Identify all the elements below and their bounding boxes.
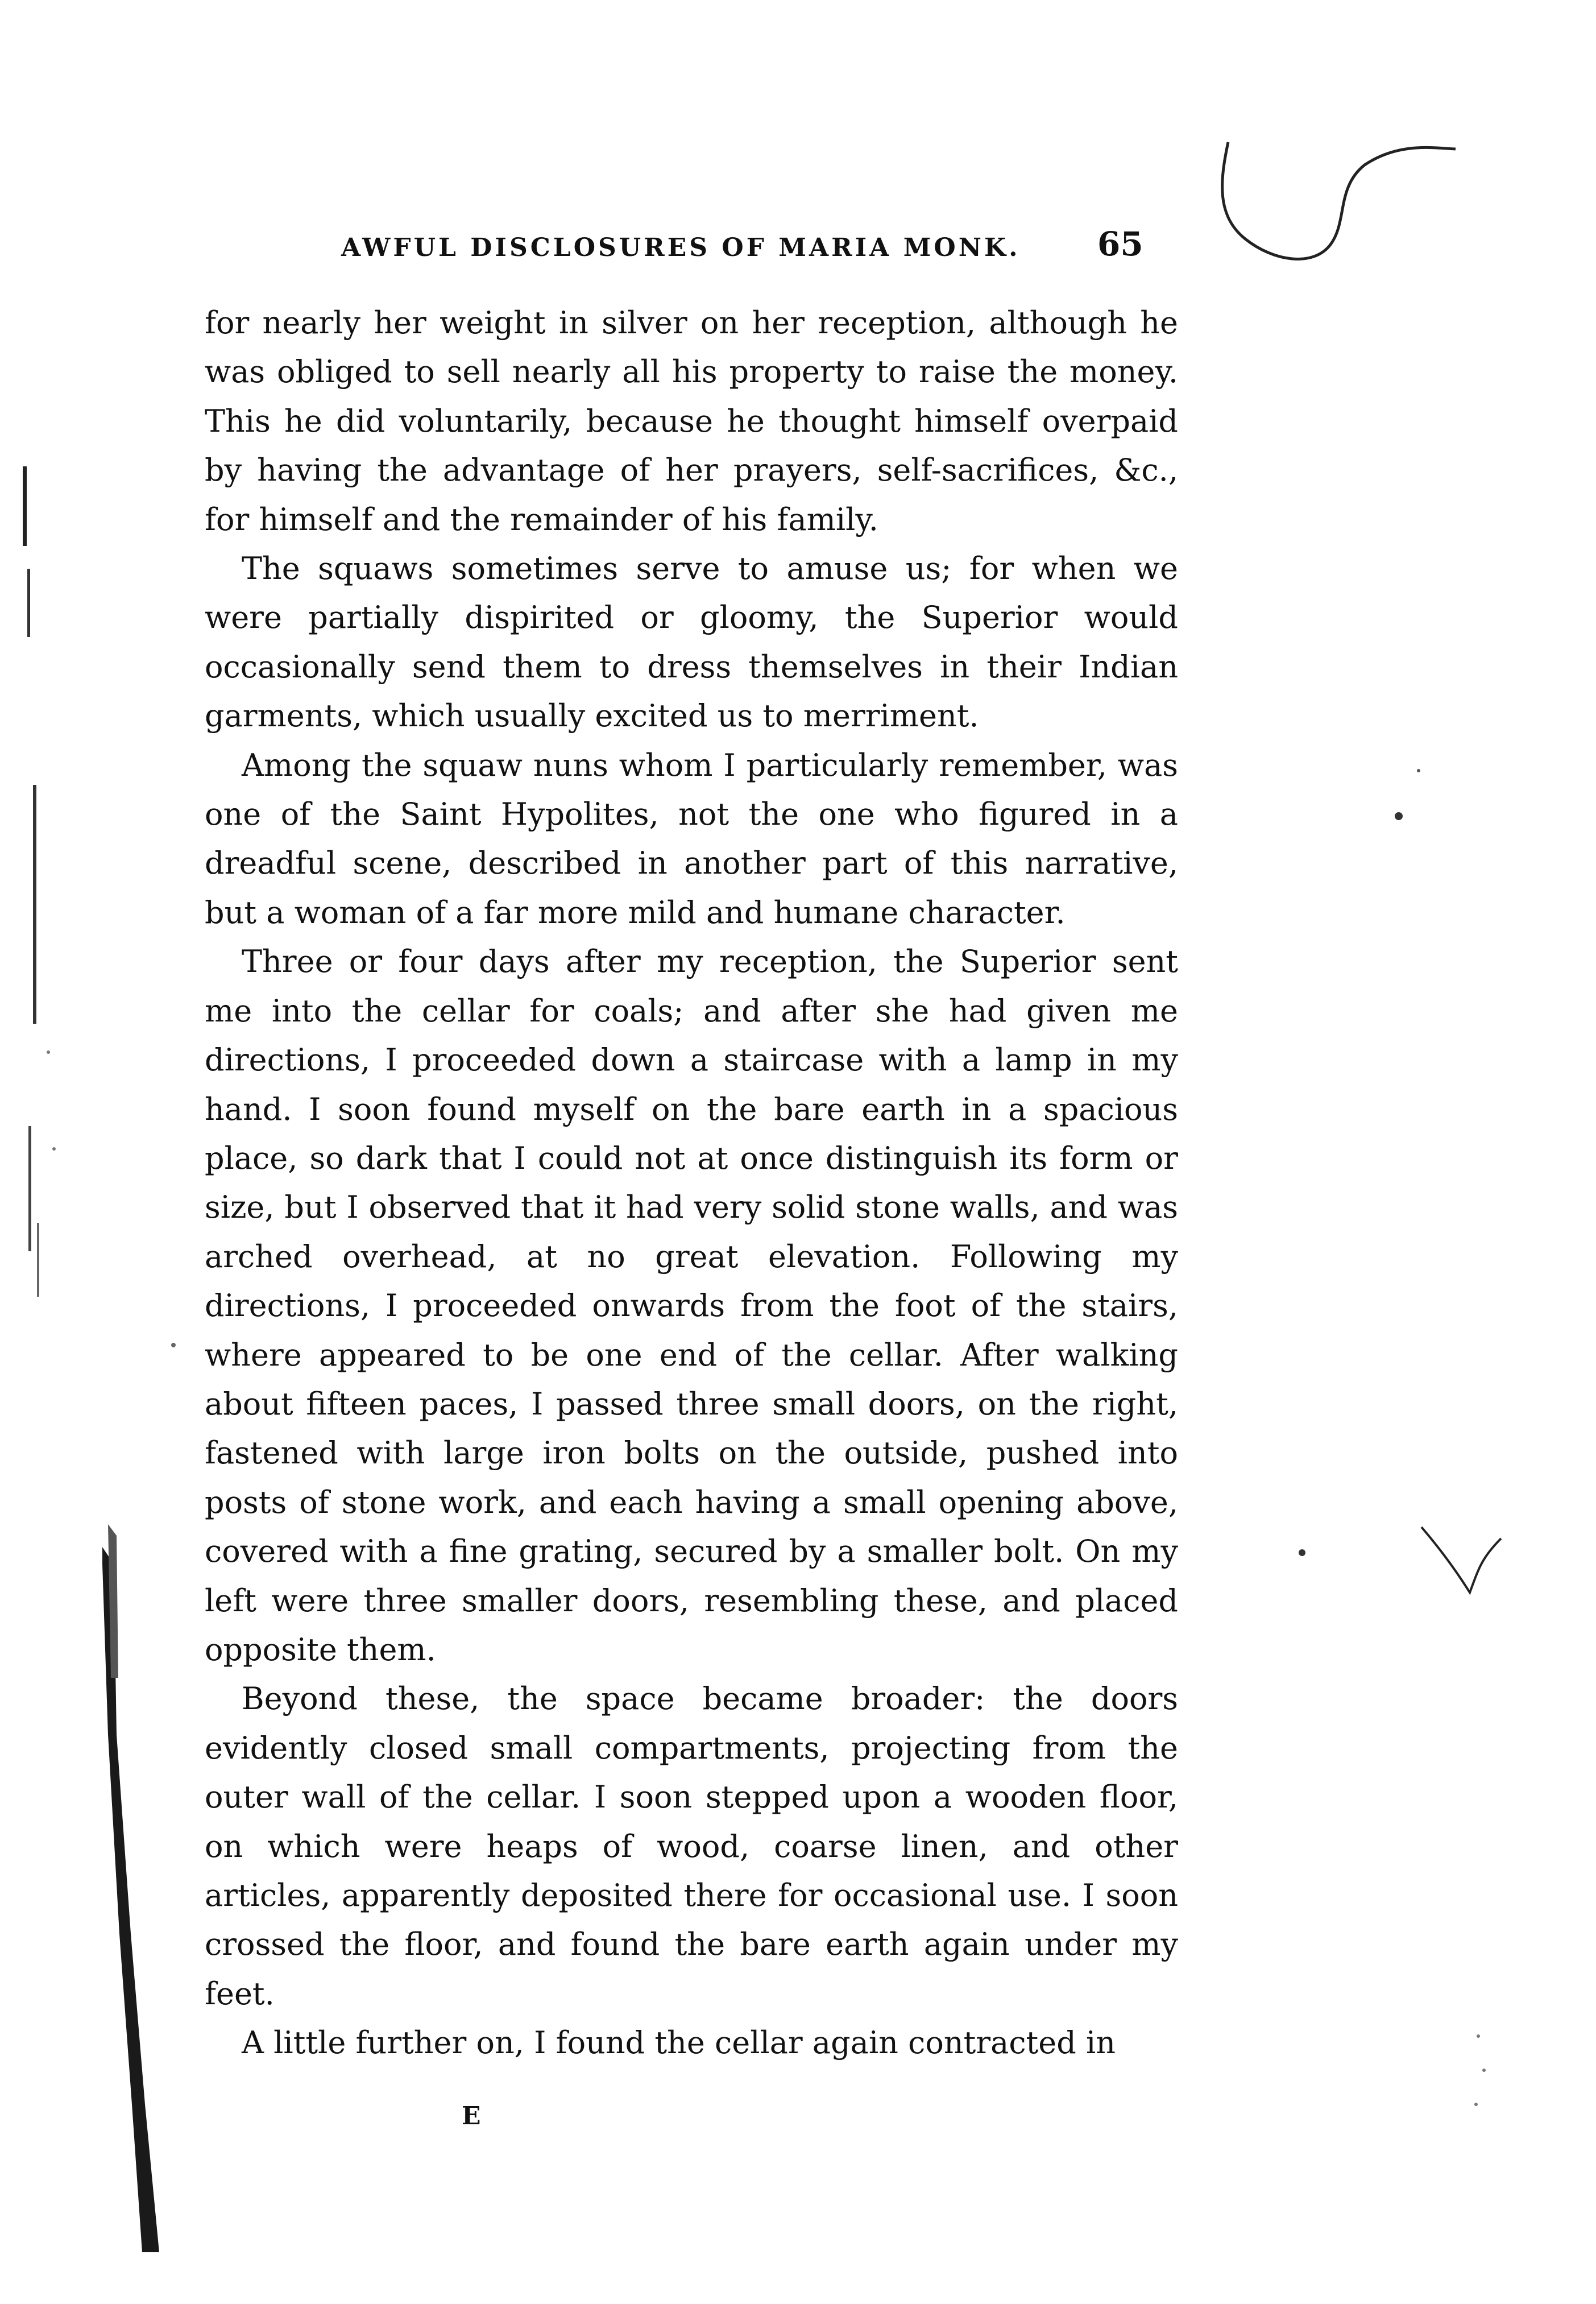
ink-speck-mark	[1477, 2034, 1480, 2038]
ink-speck-mark	[52, 1147, 56, 1151]
binding-mark	[33, 785, 36, 1024]
paragraph-2: The squaws sometimes serve to amuse us; for when we were partially dispirited or gloomy, the Superior would occasionally send them to dress themselves in their Indian garments, which usually excited us to merriment.	[205, 551, 1178, 734]
ink-speck-mark	[1299, 1549, 1305, 1556]
ink-speck-mark	[1482, 2069, 1486, 2072]
pencil-squiggle-mark	[1222, 142, 1456, 259]
paragraph-3: Among the squaw nuns whom I particularly remember, was one of the Saint Hypolites, not the one who figured in a dreadful scene, described in another part of this narrative, but a woman of a far more mild and humane character.	[205, 747, 1178, 930]
body-text	[205, 299, 1178, 2068]
running-title: AWFUL DISCLOSURES OF MARIA MONK.	[341, 233, 1021, 262]
ink-speck-mark	[1395, 812, 1403, 820]
ink-speck-mark	[47, 1050, 50, 1054]
binding-shadow-mark	[108, 1524, 118, 1678]
binding-mark	[37, 1223, 39, 1297]
page-number: 65	[1097, 225, 1143, 263]
binding-mark	[23, 466, 27, 546]
binding-mark	[27, 569, 30, 637]
pencil-check-mark	[1421, 1527, 1501, 1592]
paragraph-5: Beyond these, the space became broader: the doors evidently closed small compartments, projecting from the outer wall of the cellar. I soon stepped upon a wooden floor, on which were heaps of wood, coarse linen, and other articles, apparently deposited there for occasional use. I soon crossed the floor, and found the bare earth again under my feet.	[205, 1681, 1178, 2012]
signature-mark: E	[462, 2102, 481, 2131]
paragraph-1: for nearly her weight in silver on her reception, although he was obliged to sell nearly all his property to raise the money. This he did voluntarily, because he thought himself overpaid by having the advantage of her prayers, self-sacrifices, &c., for himself and the remainder of his family.	[205, 305, 1178, 537]
paragraph-6: A little further on, I found the cellar again contracted in	[242, 2025, 1116, 2061]
binding-mark	[28, 1126, 31, 1251]
paragraph-4: Three or four days after my reception, the Superior sent me into the cellar for coals; and after she had given me directions, I proceeded down a staircase with a lamp in my hand. I soon found myself on the bare earth in a spacious place, so dark that I could not at once distinguish its form or size, but I observed that it had very solid stone walls, and was arched overhead, at no great elevation. Following my directions, I proceeded onwards from the foot of the stairs, where appeared to be one end of the cellar. After walking about fifteen paces, I passed three small doors, on the right, fastened with large iron bolts on the outside, pushed into posts of stone work, and each having a small opening above, covered with a fine grating, secured by a smaller bolt. On my left were three smaller doors, resembling these, and placed opposite them.	[205, 944, 1178, 1668]
ink-speck-mark	[1474, 2103, 1478, 2106]
ink-speck-mark	[171, 1343, 176, 1347]
binding-shadow-mark	[102, 1547, 159, 2252]
ink-speck-mark	[1417, 769, 1420, 772]
